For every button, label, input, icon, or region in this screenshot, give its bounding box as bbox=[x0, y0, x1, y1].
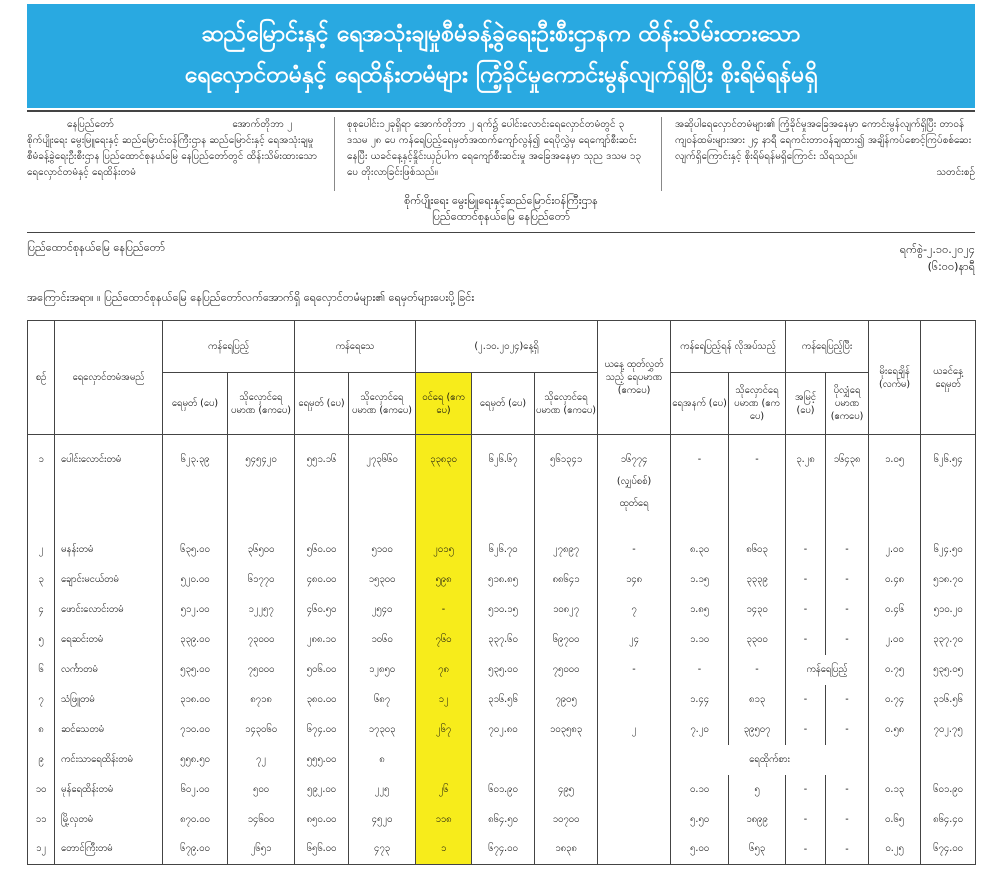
cell-full-volume: ၂၆၅၁ bbox=[228, 835, 295, 865]
cell-no: ၁၂ bbox=[28, 835, 55, 865]
cell-above: - bbox=[786, 775, 826, 805]
header-inflow: ဝင်ရေ (ဧကပေ) bbox=[416, 373, 472, 435]
cell-no: ၁၀ bbox=[28, 775, 55, 805]
cell-today-level: ၆၀၁.၉၀ bbox=[472, 775, 535, 805]
cell-inflow: ၁၁၈ bbox=[416, 805, 472, 835]
cell-rainfall bbox=[869, 745, 921, 775]
cell-today-level: ၃၁၆.၅၆ bbox=[472, 685, 535, 715]
cell-no: ၁ bbox=[28, 435, 55, 535]
cell-full-level: ၆၇၉.၀၀ bbox=[163, 835, 228, 865]
cell-released bbox=[598, 435, 671, 535]
article-body bbox=[27, 117, 975, 191]
cell-depth: ၇.၂၀ bbox=[671, 715, 729, 745]
cell-dead-volume: ၂၅၄၀ bbox=[349, 595, 416, 625]
cell-released bbox=[598, 805, 671, 835]
cell-rainfall: ၀.၁၃ bbox=[869, 775, 921, 805]
cell-to-full-volume: ၆၅၃ bbox=[729, 835, 786, 865]
cell-today-level: ၅၁၈.၈၅ bbox=[472, 565, 535, 595]
cell-rainfall: ၂.၀၀ bbox=[869, 535, 921, 565]
header-prev-level: ယခင်နေ့ ရေမှတ် bbox=[921, 321, 976, 435]
cell-released: ၁၄၈ bbox=[598, 565, 671, 595]
headline-banner bbox=[27, 4, 975, 108]
cell-inflow: - bbox=[416, 595, 472, 625]
cell-dead-level: ၅၆၀.၀၀ bbox=[295, 535, 349, 565]
cell-no: ၄ bbox=[28, 595, 55, 625]
cell-no: ၁၁ bbox=[28, 805, 55, 835]
cell-surplus: ၁၆၄၃၈ bbox=[826, 435, 869, 535]
cell-dead-volume: ၈ bbox=[349, 745, 416, 775]
cell-inflow: ၁၂ bbox=[416, 685, 472, 715]
cell-to-full-volume: ၃၃၃၉ bbox=[729, 565, 786, 595]
cell-above: - bbox=[786, 625, 826, 655]
cell-depth: ၀.၁၀ bbox=[671, 775, 729, 805]
header-dam-name: ရေလှောင်တမံအမည် bbox=[55, 321, 163, 435]
dam-water-level-table bbox=[27, 320, 976, 865]
cell-full-level: ၃၁၈.၀၀ bbox=[163, 685, 228, 715]
header-over-full: ကန်ရေပြည့်ပြီး bbox=[786, 321, 869, 373]
cell-dead-level: ၂၈၈.၁၀ bbox=[295, 625, 349, 655]
table-row bbox=[28, 745, 976, 775]
cell-surplus: - bbox=[826, 805, 869, 835]
article-signoff: သတင်းစဉ် bbox=[936, 167, 975, 178]
issuer-block bbox=[27, 193, 975, 225]
cell-full-volume: ၇၅၀၀၀ bbox=[228, 655, 295, 685]
cell-released bbox=[598, 835, 671, 865]
header-today: (၂.၁၀.၂၀၂၄)နေ့ရှိ bbox=[416, 321, 598, 373]
cell-depth: ၈.၃၀ bbox=[671, 535, 729, 565]
cell-no: ၃ bbox=[28, 565, 55, 595]
table-row bbox=[28, 775, 976, 805]
article-column-2-text: စုစုပေါင်း၁၂ခုရှိရာ အောက်တိုဘာ ၂ ရက်၌ ပေါင်းလောင်းရေလှောင်တမံတွင် ၃ ဒသမ ၂၈ ပေ ကန်ရေပြည့်ရေမှတ်အထက်ကျော်လွန်၍ ရေပိုလွှဲမှ ရေကျော်စီးဆင်းနေပြီး ယခင်နေ့နှင့်နှိုင်းယှဉ်ပါက ရေကျော်စီးဆင်းမှု အခြေအနေမှာ သုည ဒသမ ၁၃ ပေ တိုးလာခြင်းဖြစ်သည်။ bbox=[347, 119, 642, 178]
cell-prev-level: ၅၁၈.၇၀ bbox=[921, 565, 976, 595]
cell-released-value: ၁၆၇၇၄ bbox=[620, 454, 648, 465]
article-column-2 bbox=[347, 117, 647, 191]
cell-to-full-volume: ၁၄၃၀ bbox=[729, 595, 786, 625]
cell-dead-volume: ၁၅၃၀၀ bbox=[349, 565, 416, 595]
cell-dead-level: ၃၈၀.၀၀ bbox=[295, 685, 349, 715]
cell-released bbox=[598, 775, 671, 805]
cell-prev-level: ၃၃၇.၇၀ bbox=[921, 625, 976, 655]
table-row bbox=[28, 835, 976, 865]
cell-rainfall: ၁.၀၅ bbox=[869, 435, 921, 535]
headline-line-1: ဆည်မြောင်းနှင့် ရေအသုံးချမှုစီမံခန့်ခွဲရေးဦးစီးဌာနက ထိန်းသိမ်းထားသော bbox=[201, 21, 801, 47]
cell-full-volume: ၅၄၅၄၂၀ bbox=[228, 435, 295, 535]
article-bottom-rule bbox=[27, 232, 975, 233]
cell-today-level: ၆၇၄.၀၀ bbox=[472, 835, 535, 865]
cell-to-full-volume: ၃၉၅၀၇ bbox=[729, 715, 786, 745]
cell-depth: ၅.၅၀ bbox=[671, 805, 729, 835]
cell-to-full-volume: ၅ bbox=[729, 775, 786, 805]
cell-full-volume: ၁၂၂၅၇ bbox=[228, 595, 295, 625]
cell-dam-name: ရေဆင်းတမံ bbox=[55, 625, 163, 655]
cell-full-level: ၆၂၃.၃၉ bbox=[163, 435, 228, 535]
cell-rainfall: ၀.၆၅ bbox=[869, 805, 921, 835]
cell-inflow: ၃၃၈၃၀ bbox=[416, 435, 472, 535]
cell-above: - bbox=[786, 565, 826, 595]
cell-depth: ၅.၀၀ bbox=[671, 835, 729, 865]
cell-no: ၅ bbox=[28, 625, 55, 655]
cell-above: - bbox=[786, 595, 826, 625]
cell-dam-name: သံဖြူတမံ bbox=[55, 685, 163, 715]
cell-dead-level: ၅၅၁.၁၆ bbox=[295, 435, 349, 535]
cell-above: - bbox=[786, 535, 826, 565]
cell-depth: - bbox=[671, 435, 729, 535]
cell-prev-level: ၆၀၁.၉၀ bbox=[921, 775, 976, 805]
header-dead-volume: သိုလှောင်ရေ ပမာဏ (ဧကပေ) bbox=[349, 373, 416, 435]
cell-dead-level: ၈၅၀.၀၀ bbox=[295, 805, 349, 835]
cell-surplus: - bbox=[826, 715, 869, 745]
cell-released: ၇ bbox=[598, 595, 671, 625]
cell-inflow: ၂၀၁၅ bbox=[416, 535, 472, 565]
cell-prev-level bbox=[921, 745, 976, 775]
header-dead-level: ကန်ရေသေ bbox=[295, 321, 416, 373]
table-row bbox=[28, 715, 976, 745]
table-row bbox=[28, 685, 976, 715]
cell-today-volume: ၁၀၃၅၈၃ bbox=[535, 715, 598, 745]
cell-no: ၉ bbox=[28, 745, 55, 775]
cell-depth: ၁.၁၅ bbox=[671, 565, 729, 595]
table-row bbox=[28, 625, 976, 655]
cell-today-volume: ၆၉၇၀၀ bbox=[535, 625, 598, 655]
cell-dead-level: ၅၅၅.၀၀ bbox=[295, 745, 349, 775]
header-surplus-volume: ပိုလျှံရေ ပမာဏ (ဧကပေ) bbox=[826, 373, 869, 435]
cell-prev-level: ၆၇၄.၀၀ bbox=[921, 835, 976, 865]
headline-line-2: ရေလှောင်တမံနှင့် ရေထိန်းတမံများ ကြံ့ခိုင်မှုကောင်းမွန်လျက်ရှိပြီး စိုးရိမ်ရန်မရှိ bbox=[184, 62, 818, 88]
cell-full-level: ၅၃၅.၀၀ bbox=[163, 655, 228, 685]
cell-rainfall: ၀.၇၄ bbox=[869, 685, 921, 715]
cell-no: ၇ bbox=[28, 685, 55, 715]
cell-today-level: ၆၂၆.၆၇ bbox=[472, 435, 535, 535]
cell-prev-level: ၆၂၄.၅၀ bbox=[921, 535, 976, 565]
cell-dead-level: ၄၈၀.၀၀ bbox=[295, 565, 349, 595]
column-divider-2 bbox=[661, 117, 662, 191]
cell-surplus: - bbox=[826, 775, 869, 805]
cell-inflow: ၂၆၇ bbox=[416, 715, 472, 745]
table-row bbox=[28, 595, 976, 625]
cell-surplus: - bbox=[826, 535, 869, 565]
cell-surplus: - bbox=[826, 625, 869, 655]
cell-today-level: ၈၆၄.၅၀ bbox=[472, 805, 535, 835]
cell-released-note-1: (လျှပ်စစ်) bbox=[616, 476, 652, 487]
cell-dead-volume: ၂၂၅ bbox=[349, 775, 416, 805]
header-released: ယနေ့ ထုတ်လွှတ်သည့် ရေပမာဏ (ဧကပေ) bbox=[598, 321, 671, 435]
cell-no: ၂ bbox=[28, 535, 55, 565]
cell-full-level: ၆၀၂.၀၀ bbox=[163, 775, 228, 805]
header-to-full-volume: သိုလှောင်ရေ ပမာဏ (ဧကပေ) bbox=[729, 373, 786, 435]
cell-today-volume: ၂၇၈၉၇ bbox=[535, 535, 598, 565]
dateline-date: အောက်တိုဘာ ၂ bbox=[232, 119, 292, 130]
cell-dam-name: ပေါင်းလောင်းတမံ bbox=[55, 435, 163, 535]
cell-surplus: - bbox=[826, 565, 869, 595]
table-row bbox=[28, 805, 976, 835]
table-row bbox=[28, 535, 976, 565]
cell-full-volume: ၁၄၃၀၆၀ bbox=[228, 715, 295, 745]
cell-to-full-volume: ၃၃၀၀ bbox=[729, 625, 786, 655]
cell-to-full-volume: ၈၁၃ bbox=[729, 685, 786, 715]
cell-depth: ၁.၁၀ bbox=[671, 625, 729, 655]
document-subject: အကြောင်းအရာ။ ။ ပြည်ထောင်စုနယ်မြေ နေပြည်တော်လက်အောက်ရှိ ရေလှောင်တမံများ၏ ရေမှတ်များပေးပို့ခြင်း bbox=[27, 291, 475, 304]
cell-today-level: ၅၁၀.၁၅ bbox=[472, 595, 535, 625]
header-rainfall: မိုးရေချိန် (လက်မ) bbox=[869, 321, 921, 435]
cell-inflow: ၅၉၈ bbox=[416, 565, 472, 595]
column-divider-1 bbox=[334, 117, 335, 191]
issuer-ministry: စိုက်ပျိုးရေး မွေးမြူရေးနှင့်ဆည်မြောင်းဝန်ကြီးဌာန bbox=[404, 194, 598, 207]
cell-today-level: ၃၃၇.၆၀ bbox=[472, 625, 535, 655]
header-today-volume: သိုလှောင်ရေ ပမာဏ (ဧကပေ) bbox=[535, 373, 598, 435]
table-row bbox=[28, 435, 976, 535]
cell-released bbox=[598, 685, 671, 715]
cell-above: - bbox=[786, 835, 826, 865]
cell-dead-volume: ၂၇၃၆၆၀ bbox=[349, 435, 416, 535]
cell-surplus: - bbox=[826, 835, 869, 865]
cell-to-full-volume: ၁၈၉၉ bbox=[729, 805, 786, 835]
cell-today-level bbox=[472, 745, 535, 775]
article-column-3 bbox=[675, 117, 975, 191]
cell-released: - bbox=[598, 535, 671, 565]
header-dead-level-ft: ရေမှတ် (ပေ) bbox=[295, 373, 349, 435]
cell-dam-name: ဆင်သေတမံ bbox=[55, 715, 163, 745]
header-depth-ft: ရေအနက် (ပေ) bbox=[671, 373, 729, 435]
cell-today-level: ၅၃၅.၀၀ bbox=[472, 655, 535, 685]
cell-today-volume: ၄၉၅ bbox=[535, 775, 598, 805]
cell-over-full-note: ကန်ရေပြည့် bbox=[786, 655, 869, 685]
cell-dead-level: ၆၇၄.၀၀ bbox=[295, 715, 349, 745]
cell-today-volume: ၁၀၈၂၇ bbox=[535, 595, 598, 625]
cell-dead-level: ၆၅၆.၀၀ bbox=[295, 835, 349, 865]
cell-dead-volume: ၁၀၆၀ bbox=[349, 625, 416, 655]
header-above-ft: အမြင့် (ပေ) bbox=[786, 373, 826, 435]
cell-dam-name: ကင်းသာရေထိန်းတမံ bbox=[55, 745, 163, 775]
header-to-full: ကန်ရေပြည့်ရန် လိုအပ်သည့် bbox=[671, 321, 786, 373]
cell-to-full-volume: ၈၆၀၃ bbox=[729, 535, 786, 565]
table-row bbox=[28, 655, 976, 685]
cell-rainfall: ၀.၄၆ bbox=[869, 595, 921, 625]
cell-dam-name: မြို့လှတမံ bbox=[55, 805, 163, 835]
cell-dam-name: မုန်ရေထိန်းတမံ bbox=[55, 775, 163, 805]
cell-no: ၆ bbox=[28, 655, 55, 685]
header-today-level-ft: ရေမှတ် (ပေ) bbox=[472, 373, 535, 435]
cell-full-level: ၅၁၂.၀၀ bbox=[163, 595, 228, 625]
cell-prev-level: ၅၁၀.၂၀ bbox=[921, 595, 976, 625]
cell-released bbox=[598, 745, 671, 775]
cell-dam-name: ချောင်းမငယ်တမံ bbox=[55, 565, 163, 595]
cell-today-volume: ၅၆၁၃၄၁ bbox=[535, 435, 598, 535]
cell-prev-level: ၅၃၅.၀၅ bbox=[921, 655, 976, 685]
document-date: ရက်စွဲ-၂.၁၀.၂၀၂၄ bbox=[899, 243, 975, 256]
article-column-1 bbox=[27, 117, 322, 191]
cell-inflow bbox=[416, 745, 472, 775]
cell-prev-level: ၇၀၂.၇၅ bbox=[921, 715, 976, 745]
cell-dead-volume: ၅၁၀၀ bbox=[349, 535, 416, 565]
cell-inflow: ၁ bbox=[416, 835, 472, 865]
cell-dam-name: မနန်းတမံ bbox=[55, 535, 163, 565]
cell-depth: ၁.၄၄ bbox=[671, 685, 729, 715]
cell-full-volume: ၇၂ bbox=[228, 745, 295, 775]
cell-above: - bbox=[786, 715, 826, 745]
cell-released: ၂၄ bbox=[598, 625, 671, 655]
cell-full-level: ၈၇၀.၀၀ bbox=[163, 805, 228, 835]
table-row bbox=[28, 565, 976, 595]
dateline-place: နေပြည်တော် bbox=[67, 119, 114, 130]
cell-dead-volume: ၄၅၂၀ bbox=[349, 805, 416, 835]
cell-dam-name: ဖောင်းလောင်းတမံ bbox=[55, 595, 163, 625]
cell-depth: ၁.၈၅ bbox=[671, 595, 729, 625]
cell-today-volume: ၁၈၃၈ bbox=[535, 835, 598, 865]
cell-full-volume: ၆၁၇၇၀ bbox=[228, 565, 295, 595]
cell-inflow: ၂၆ bbox=[416, 775, 472, 805]
article-top-rule bbox=[27, 110, 975, 112]
document-date-block bbox=[900, 241, 975, 275]
cell-dead-volume: ၄၇၃ bbox=[349, 835, 416, 865]
cell-full-level: ၇၁၀.၀၀ bbox=[163, 715, 228, 745]
header-full-volume: သိုလှောင်ရေ ပမာဏ (ဧကပေ) bbox=[228, 373, 295, 435]
cell-inflow: ၇၈ bbox=[416, 655, 472, 685]
cell-dead-volume: ၁၇၃၀၃ bbox=[349, 715, 416, 745]
cell-rainfall: ၀.၇၅ bbox=[869, 655, 921, 685]
cell-dead-volume: ၁၂၈၅၀ bbox=[349, 655, 416, 685]
cell-released: ၂ bbox=[598, 715, 671, 745]
header-full-level-ft: ရေမှတ် (ပေ) bbox=[163, 373, 228, 435]
article-column-1-text: စိုက်ပျိုးရေး မွေးမြူရေးနှင့် ဆည်မြောင်းဝန်ကြီးဌာန ဆည်မြောင်းနှင့် ရေအသုံးချမှုစီမံခန့်ခွဲရေးဦးစီးဌာန ပြည်ထောင်စုနယ်မြေ နေပြည်တော်တွင် ထိန်းသိမ်းထားသော ရေလှောင်တမံနှင့် ရေထိန်းတမံ bbox=[27, 135, 318, 178]
cell-prev-level: ၈၆၄.၄၀ bbox=[921, 805, 976, 835]
cell-full-volume: ၈၇၁၈ bbox=[228, 685, 295, 715]
cell-rainfall: ၂.၀၀ bbox=[869, 625, 921, 655]
header-full-level: ကန်ရေပြည့် bbox=[163, 321, 295, 373]
cell-above: ၃.၂၈ bbox=[786, 435, 826, 535]
cell-dam-name: လင်္ကာတမံ bbox=[55, 655, 163, 685]
cell-depth: - bbox=[671, 655, 729, 685]
article-column-3-text: အဆိုပါရေလှောင်တမံများ၏ ကြံ့ခိုင်မှုအခြေအနေမှာ ကောင်းမွန်လျက်ရှိပြီး တာဝန်ကျဝန်ထမ်းများအား ၂၄ နာရီ ရေကင်းတာဝန်ချထား၍ အချိန်ကပ်စောင့်ကြပ်စစ်ဆေးလျက်ရှိကြောင်းနှင့် စိုးရိမ်ရန်မရှိကြောင်း သိရသည်။ bbox=[675, 119, 972, 162]
cell-today-volume bbox=[535, 745, 598, 775]
cell-today-volume: ၇၉၀၅ bbox=[535, 685, 598, 715]
header-no: စဉ် bbox=[28, 321, 55, 435]
cell-dead-level: ၅၉၂.၀၀ bbox=[295, 775, 349, 805]
cell-above: - bbox=[786, 685, 826, 715]
cell-full-level: ၃၃၉.၀၀ bbox=[163, 625, 228, 655]
cell-to-full-volume: - bbox=[729, 435, 786, 535]
cell-today-volume: ၈၈၆၄၁ bbox=[535, 565, 598, 595]
cell-prev-level: ၆၂၆.၅၄ bbox=[921, 435, 976, 535]
cell-surplus: - bbox=[826, 685, 869, 715]
cell-inflow: ၇၆၀ bbox=[416, 625, 472, 655]
cell-full-volume: ၇၃၀၀၀ bbox=[228, 625, 295, 655]
cell-today-level: ၆၂၆.၇၀ bbox=[472, 535, 535, 565]
cell-rainfall: ၀.၅၈ bbox=[869, 715, 921, 745]
cell-full-level: ၅၂၀.၀၀ bbox=[163, 565, 228, 595]
cell-today-level: ၇၀၂.၈၀ bbox=[472, 715, 535, 745]
cell-no: ၈ bbox=[28, 715, 55, 745]
cell-dead-level: ၄၆၀.၅၀ bbox=[295, 595, 349, 625]
cell-to-full-volume: - bbox=[729, 655, 786, 685]
cell-full-volume: ၃၆၅၀၀ bbox=[228, 535, 295, 565]
cell-rainfall: ၀.၄၈ bbox=[869, 565, 921, 595]
cell-full-volume: ၅၀၀ bbox=[228, 775, 295, 805]
cell-above: - bbox=[786, 805, 826, 835]
cell-dam-name: တောင်ကြီးတမံ bbox=[55, 835, 163, 865]
cell-dead-volume: ၆၈၇ bbox=[349, 685, 416, 715]
cell-full-level: ၆၃၅.၀၀ bbox=[163, 535, 228, 565]
cell-released-note-2: ထုတ်ရေ bbox=[619, 498, 649, 509]
cell-dead-level: ၅၀၆.၀၀ bbox=[295, 655, 349, 685]
cell-today-volume: ၇၅၀၀၀ bbox=[535, 655, 598, 685]
cell-surplus: - bbox=[826, 595, 869, 625]
cell-full-volume: ၁၄၆၀၀ bbox=[228, 805, 295, 835]
document-location: ပြည်ထောင်စုနယ်မြေ နေပြည်တော် bbox=[27, 241, 165, 254]
cell-released: - bbox=[598, 655, 671, 685]
issuer-region: ပြည်ထောင်စုနယ်မြေ နေပြည်တော် bbox=[432, 210, 570, 223]
cell-rainfall: ၀.၂၅ bbox=[869, 835, 921, 865]
cell-prev-level: ၃၁၆.၅၆ bbox=[921, 685, 976, 715]
cell-status-note: ရေထိုက်စား bbox=[671, 745, 869, 775]
cell-full-level: ၅၅၈.၅၀ bbox=[163, 745, 228, 775]
document-time: (၆:၀၀)နာရီ bbox=[927, 260, 975, 273]
cell-today-volume: ၁၀၇၀၀ bbox=[535, 805, 598, 835]
